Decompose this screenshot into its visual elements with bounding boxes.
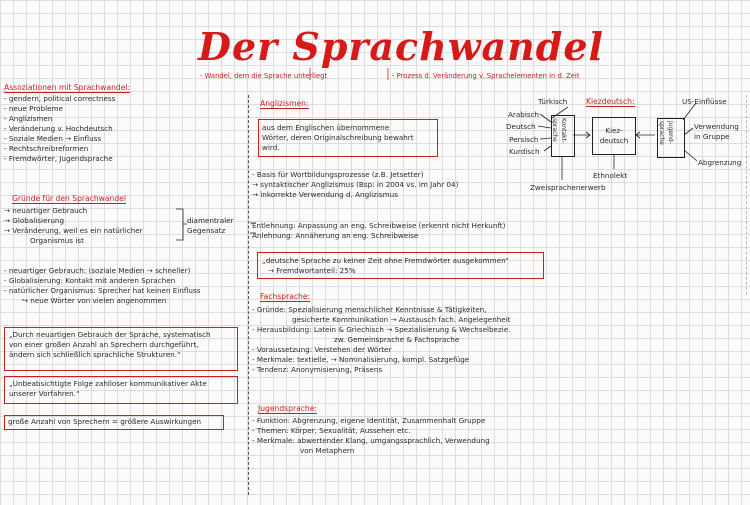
list-item: - Merkmale: abwertender Klang, umgangssprachlich, Verwendung bbox=[252, 436, 490, 445]
gegensatz-text: Gegensatz bbox=[187, 226, 226, 235]
fachsprache-title: Fachsprache: bbox=[260, 292, 311, 301]
verwendung: Verwendung bbox=[694, 122, 739, 131]
def-line: aus dem Englischen übernommene bbox=[262, 123, 390, 132]
list-item: - Herausbildung: Latein & Griechisch → Spezialisierung & Wechselbezie. bbox=[252, 325, 511, 334]
list-item: - Soziale Medien → Einfluss bbox=[4, 134, 102, 143]
connector-line bbox=[538, 126, 551, 128]
list-item: → inkorrekte Verwendung d. Anglizismus bbox=[252, 190, 398, 199]
kiezdeutsch-title: Kiezdeutsch: bbox=[586, 97, 635, 106]
connector-line bbox=[684, 128, 693, 135]
list-item: - Voraussetzung: Verstehen der Wörter bbox=[252, 345, 392, 354]
connector-line bbox=[540, 114, 551, 122]
connector-line bbox=[683, 103, 696, 120]
list-item: - neuartiger Gebrauch: (soziale Medien → schneller) bbox=[4, 266, 191, 275]
list-item: → syntaktischer Anglizismus (Bsp: in 2004 vs. im Jahr 04) bbox=[252, 180, 459, 189]
anglizismen-title: Anglizismen: bbox=[260, 99, 309, 108]
list-item: Organismus ist bbox=[30, 236, 84, 245]
list-item: - Basis für Wortbildungsprozesse (z.B. Jetsetter) bbox=[252, 170, 424, 179]
kontaktsprache-label: Kontakt-sprache bbox=[551, 118, 567, 144]
subtitle-1: - Wandel, dem die Sprache unterliegt bbox=[200, 72, 328, 80]
def-line: wird. bbox=[262, 143, 280, 152]
entlehnung-line: Anlehnung: Annäherung an eng. Schreibweise bbox=[252, 231, 419, 240]
lang-arabisch: Arabisch bbox=[508, 110, 540, 119]
list-item: - Gründe: Spezialisierung menschlicher Kenntnisse & Tätigkeiten, bbox=[252, 305, 487, 314]
fremdwort-line: „deutsche Sprache zu keiner Zeit ohne Fremdwörter ausgekommen“ bbox=[262, 256, 509, 265]
lang-tuerkisch: Türkisch bbox=[538, 97, 568, 106]
kiezdeutsch-label: Kiez-deutsch bbox=[599, 126, 629, 145]
list-item: → Veränderung, weil es ein natürlicher bbox=[4, 226, 143, 235]
us-einfluesse: US-Einflüsse bbox=[682, 97, 727, 106]
list-item: - Funktion: Abgrenzung, eigene Identität, Zusammenhalt Gruppe bbox=[252, 416, 486, 425]
list-item: - neue Probleme bbox=[4, 104, 63, 113]
list-item: gesicherte Kommunikation → Austausch fach. Angelegenheit bbox=[292, 315, 511, 324]
lang-persisch: Persisch bbox=[509, 135, 539, 144]
subtitle-2: - Prozess d. Veränderung v. Sprachelementen in d. Zeit bbox=[392, 72, 580, 80]
def-line: Wörter, deren Originalschreibung bewahrt bbox=[262, 133, 414, 142]
assoc-title: Assoziationen mit Sprachwandel: bbox=[4, 83, 131, 92]
fremdwort-line: → Fremdwortanteil: 25% bbox=[268, 266, 356, 275]
page-title: Der Sprachwandel bbox=[198, 24, 604, 69]
list-item: - Tendenz: Anonymisierung, Präsens bbox=[252, 365, 383, 374]
connector-line bbox=[552, 107, 568, 118]
list-item: ↪ neue Wörter von vielen angenommen bbox=[22, 296, 167, 305]
in-gruppe: in Gruppe bbox=[694, 132, 730, 141]
connector-line bbox=[684, 150, 697, 161]
list-item: - gendern, political correctness bbox=[4, 94, 116, 103]
abgrenzung: Abgrenzung bbox=[698, 158, 742, 167]
list-item: - natürlicher Organismus: Sprecher hat keinen Einfluss bbox=[4, 286, 201, 295]
connector-line bbox=[540, 138, 551, 139]
gruende-title: Gründe für den Sprachwandel bbox=[12, 194, 126, 203]
list-item: → neuartiger Gebrauch bbox=[4, 206, 88, 215]
jugendsprache-title: Jugendsprache: bbox=[258, 404, 317, 413]
diamentral-text: diamentraler bbox=[187, 216, 234, 225]
lang-deutsch: Deutsch bbox=[506, 122, 536, 131]
list-item: - Veränderung v. Hochdeutsch bbox=[4, 124, 113, 133]
list-item: von Metaphern bbox=[300, 446, 355, 455]
quote-line: „Durch neuartigen Gebrauch der Sprache, systematisch bbox=[9, 330, 211, 339]
quote-line: „Unbeabsichtigte Folge zahlloser kommunikativer Akte bbox=[9, 379, 207, 388]
connector-line bbox=[544, 146, 551, 151]
list-item: - Merkmale: textielle, → Nominalisierung, kompl. Satzgefüge bbox=[252, 355, 470, 364]
list-item: - Rechtschreibreformen bbox=[4, 144, 89, 153]
quote-line: unserer Vorfahren.“ bbox=[9, 389, 80, 398]
ethnolekt: Ethnolekt bbox=[593, 171, 628, 180]
list-item: - Globalisierung: Kontakt mit anderen Sprachen bbox=[4, 276, 176, 285]
zweisprachenerwerb: Zweisprachenerwerb bbox=[530, 183, 606, 192]
list-item: → Globalisierung bbox=[4, 216, 65, 225]
list-item: - Themen: Körper, Sexualität, Aussehen etc. bbox=[252, 426, 411, 435]
list-item: - Anglizismen bbox=[4, 114, 53, 123]
brace bbox=[176, 209, 187, 240]
lang-kurdisch: Kurdisch bbox=[509, 147, 540, 156]
list-item: zw. Gemeinsprache & Fachsprache bbox=[334, 335, 460, 344]
quote-line: ändern sich schließlich sprachliche Strukturen.“ bbox=[9, 350, 181, 359]
quote-3: große Anzahl von Sprechern = größere Auswirkungen bbox=[8, 417, 202, 426]
list-item: - Fremdwörter, Jugendsprache bbox=[4, 154, 113, 163]
jugendsprache-label: Jugend-sprache bbox=[658, 121, 674, 145]
quote-line: von einer großen Anzahl an Sprechern durchgeführt, bbox=[9, 340, 199, 349]
entlehnung-line: Entlehnung: Anpassung an eng. Schreibweise (erkennt nicht Herkunft) bbox=[252, 221, 506, 230]
